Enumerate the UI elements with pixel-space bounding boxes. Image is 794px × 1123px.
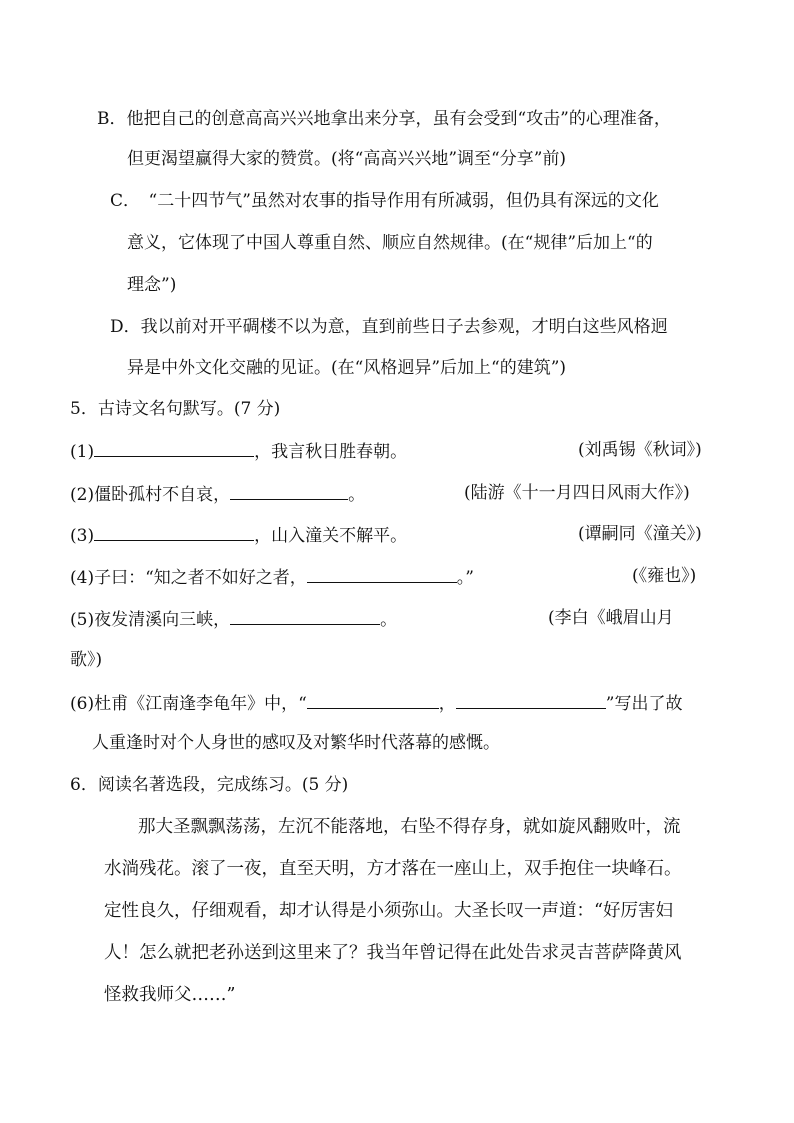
- q5-item-4-prefix: (4)子曰：“知之者不如好之者，: [70, 568, 307, 588]
- answer-blank-6b[interactable]: [456, 690, 606, 709]
- passage-line: 那大圣飘飘荡荡，左沉不能落地，右坠不得存身，就如旋风翻败叶，流: [138, 817, 681, 837]
- q5-item-1-text: ，我言秋日胜春朝。: [254, 442, 408, 462]
- q5-item-2-prefix: (2)僵卧孤村不自哀，: [70, 485, 231, 505]
- q5-item-3-text: ，山入潼关不解平。: [254, 526, 408, 546]
- q5-item-5-source: (李白《峨眉山月: [548, 608, 674, 628]
- q5-item-3: [70, 522, 407, 546]
- option-c-line3: 理念”): [127, 275, 177, 295]
- q5-item-6-text: ”写出了故: [605, 694, 683, 714]
- answer-blank-2[interactable]: [230, 481, 348, 500]
- q5-item-6-sep: ，: [438, 694, 456, 714]
- q5-title: 5．古诗文名句默写。(7 分): [70, 399, 281, 419]
- passage-line: 人！怎么就把老孙送到这里来了？我当年曾记得在此处告求灵吉菩萨降黄风: [104, 943, 682, 963]
- option-d-line1: D．我以前对开平碉楼不以为意，直到前些日子去参观，才明白这些风格迥: [110, 317, 668, 337]
- q5-item-5-prefix: (5)夜发清溪向三峡，: [70, 610, 231, 630]
- q5-item-6-cont: 人重逢时对个人身世的感叹及对繁华时代落幕的感慨。: [92, 733, 500, 753]
- passage-line: 定性良久，仔细观看，却才认得是小须弥山。大圣长叹一声道：“好厉害妇: [104, 901, 673, 921]
- option-c-line1: C． “二十四节气”虽然对农事的指导作用有所减弱，但仍具有深远的文化: [110, 191, 659, 211]
- q5-item-4-source: (《雍也》): [632, 566, 697, 586]
- option-b-line2: 但更渴望赢得大家的赞赏。(将“高高兴兴地”调至“分享”前): [127, 149, 567, 169]
- q5-item-2-source: (陆游《十一月四日风雨大作》): [464, 483, 690, 503]
- q5-item-5-source-cont: 歌》): [70, 650, 103, 670]
- q5-item-5-text: 。: [380, 610, 398, 630]
- q5-item-2-text: 。: [348, 485, 366, 505]
- passage-line: 水淌残花。滚了一夜，直至天明，方才落在一座山上，双手抱住一块峰石。: [104, 859, 682, 879]
- q5-item-3-prefix: (3): [70, 526, 95, 546]
- q5-item-4: [70, 564, 474, 588]
- q5-item-1-source: (刘禹锡《秋词》): [578, 440, 702, 460]
- q5-item-1-prefix: (1): [70, 442, 95, 462]
- answer-blank-1[interactable]: [94, 438, 254, 457]
- answer-blank-4[interactable]: [307, 564, 457, 583]
- q5-item-6: [70, 690, 682, 714]
- q5-item-1: [70, 438, 407, 462]
- option-b-line1: B．他把自己的创意高高兴兴地拿出来分享，虽有会受到“攻击”的心理准备，: [97, 109, 671, 129]
- option-c-line2: 意义，它体现了中国人尊重自然、顺应自然规律。(在“规律”后加上“的: [127, 233, 653, 253]
- q5-item-2: [70, 481, 365, 505]
- option-d-line2: 异是中外文化交融的见证。(在“风格迥异”后加上“的建筑”): [127, 358, 567, 378]
- answer-blank-3[interactable]: [94, 522, 254, 541]
- q5-item-6-prefix: (6)杜甫《江南逢李龟年》中，“: [70, 694, 307, 714]
- answer-blank-6a[interactable]: [307, 690, 439, 709]
- passage-line: 怪救我师父……”: [104, 985, 236, 1005]
- answer-blank-5[interactable]: [230, 606, 380, 625]
- q6-title: 6．阅读名著选段，完成练习。(5 分): [70, 775, 349, 795]
- q5-item-3-source: (谭嗣同《潼关》): [578, 524, 702, 544]
- q5-item-4-text: 。”: [456, 568, 474, 588]
- q5-item-5: [70, 606, 397, 630]
